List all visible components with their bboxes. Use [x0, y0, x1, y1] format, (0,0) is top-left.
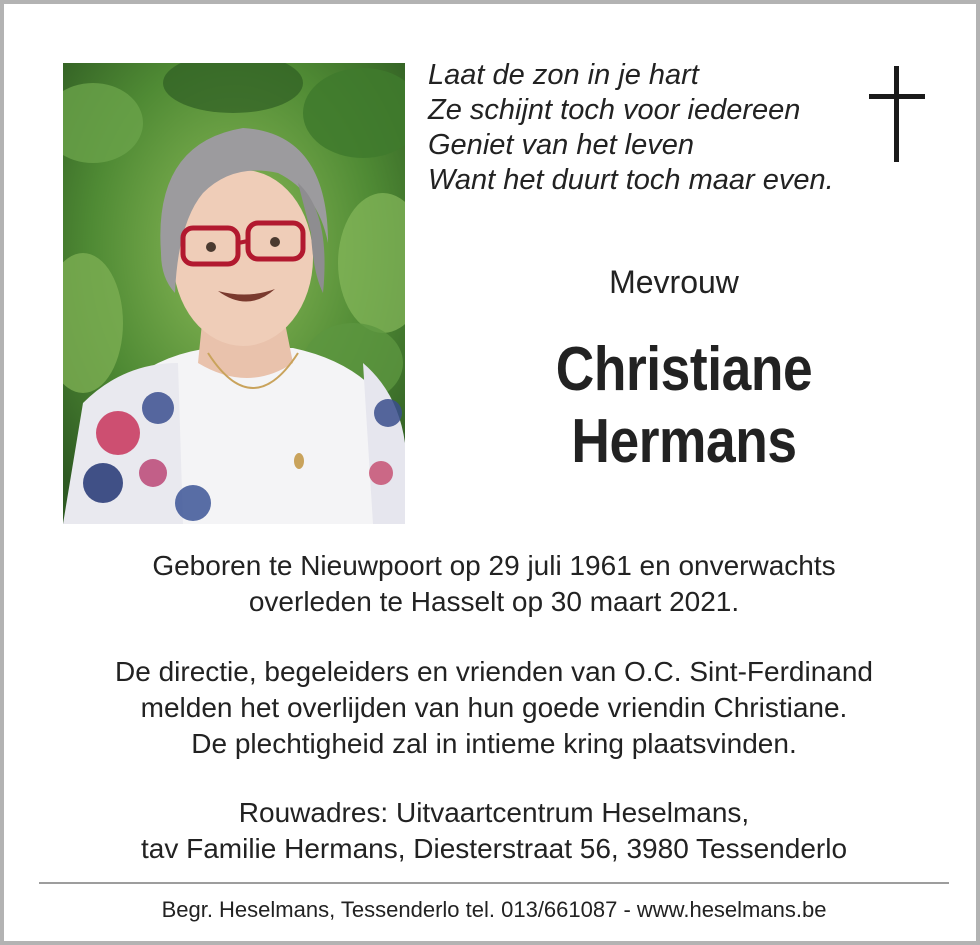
poem-line: Want het duurt toch maar even.	[428, 164, 834, 196]
announcement-line: De directie, begeleiders en vrienden van O.C. Sint-Ferdinand	[115, 656, 873, 687]
announcement-text	[44, 654, 944, 762]
birth-line: Geboren te Nieuwpoort op 29 juli 1961 en onverwachts	[152, 550, 836, 581]
address-line: tav Familie Hermans, Diesterstraat 56, 3980 Tessenderlo	[140, 833, 848, 864]
announcement-line: melden het overlijden van hun goede vriendin Christiane.	[140, 692, 848, 723]
birth-death-text	[44, 548, 944, 620]
divider	[39, 882, 949, 884]
poem	[428, 58, 858, 198]
portrait-photo	[63, 63, 405, 524]
salutation: Mevrouw	[609, 264, 739, 300]
first-name: Christiane	[555, 335, 813, 404]
mourning-address	[44, 795, 944, 867]
announcement-line: De plechtigheid zal in intieme kring plaatsvinden.	[191, 728, 797, 759]
death-line: overleden te Hasselt op 30 maart 2021.	[248, 586, 740, 617]
deceased-name	[503, 334, 864, 478]
poem-line: Laat de zon in je hart	[428, 59, 699, 91]
poem-line: Ze schijnt toch voor iedereen	[428, 94, 801, 126]
address-line: Rouwadres: Uitvaartcentrum Heselmans,	[238, 797, 750, 828]
latin-cross-icon	[869, 66, 925, 162]
funeral-home-footer: Begr. Heselmans, Tessenderlo tel. 013/661087 - www.heselmans.be	[161, 897, 827, 922]
poem-line: Geniet van het leven	[428, 129, 695, 161]
last-name: Hermans	[571, 407, 797, 476]
